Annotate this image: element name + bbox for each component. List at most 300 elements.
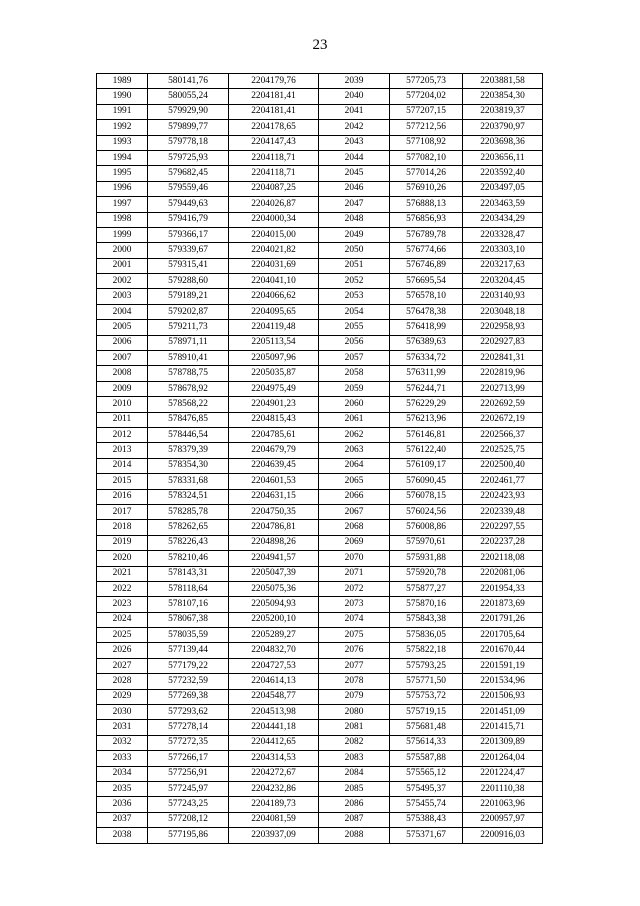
table-cell: 577245,97 [148,781,229,796]
table-row [97,304,543,319]
table-cell: 2204181,41 [229,104,319,119]
table-cell: 2037 [97,812,148,827]
table-cell: 577212,56 [390,120,463,135]
table-cell: 2041 [319,104,390,119]
table-cell: 575870,16 [390,597,463,612]
table-cell: 2042 [319,120,390,135]
table-cell: 2202339,48 [463,504,543,519]
table-cell: 577232,59 [148,674,229,689]
table-cell: 2204631,15 [229,489,319,504]
table-cell: 2001 [97,258,148,273]
table-cell: 2202692,59 [463,397,543,412]
table-row [97,551,543,566]
table-cell: 2204015,00 [229,227,319,242]
table-cell: 2005 [97,320,148,335]
table-cell: 578354,30 [148,458,229,473]
table-cell: 2032 [97,735,148,750]
table-cell: 2201309,89 [463,735,543,750]
table-cell: 2088 [319,828,390,843]
table-row [97,366,543,381]
table-cell: 577139,44 [148,643,229,658]
table-cell: 577208,12 [148,812,229,827]
table-cell: 579778,18 [148,135,229,150]
table-cell: 575753,72 [390,689,463,704]
table-cell: 2204087,25 [229,181,319,196]
table-cell: 2003 [97,289,148,304]
table-cell: 2201873,69 [463,597,543,612]
table-row [97,227,543,242]
table-cell: 2205094,93 [229,597,319,612]
table-cell: 576311,99 [390,366,463,381]
table-cell: 2203217,63 [463,258,543,273]
table-row [97,212,543,227]
table-cell: 2047 [319,197,390,212]
table-row [97,320,543,335]
table-cell: 2044 [319,150,390,165]
table-cell: 1993 [97,135,148,150]
table-row [97,351,543,366]
table-cell: 2071 [319,566,390,581]
table-cell: 2006 [97,335,148,350]
table-cell: 577243,25 [148,797,229,812]
table-cell: 576418,99 [390,320,463,335]
table-cell: 577278,14 [148,720,229,735]
table-cell: 2204021,82 [229,243,319,258]
table-row [97,566,543,581]
table-cell: 2035 [97,781,148,796]
table-cell: 2204081,59 [229,812,319,827]
table-row [97,289,543,304]
table-cell: 579288,60 [148,274,229,289]
table-cell: 2029 [97,689,148,704]
table-cell: 2201670,44 [463,643,543,658]
table-cell: 2203656,11 [463,150,543,165]
table-cell: 576146,81 [390,427,463,442]
table-cell: 577293,62 [148,705,229,720]
table-cell: 2205097,96 [229,351,319,366]
table-cell: 2202672,19 [463,412,543,427]
table-row [97,135,543,150]
table-cell: 2064 [319,458,390,473]
table-cell: 2031 [97,720,148,735]
table-cell: 2076 [319,643,390,658]
table-cell: 2204066,62 [229,289,319,304]
table-cell: 2203204,45 [463,274,543,289]
table-cell: 1996 [97,181,148,196]
table-cell: 2030 [97,705,148,720]
table-cell: 1991 [97,104,148,119]
table-cell: 2204679,79 [229,443,319,458]
table-cell: 575836,05 [390,628,463,643]
table-cell: 2000 [97,243,148,258]
table-cell: 2203140,93 [463,289,543,304]
table-cell: 2019 [97,535,148,550]
table-cell: 578067,38 [148,612,229,627]
coordinates-table-body [97,74,543,844]
table-row [97,243,543,258]
table-cell: 576229,29 [390,397,463,412]
table-cell: 576122,40 [390,443,463,458]
table-cell: 2087 [319,812,390,827]
table-cell: 2061 [319,412,390,427]
table-row [97,104,543,119]
table-cell: 2062 [319,427,390,442]
table-cell: 579366,17 [148,227,229,242]
table-cell: 2083 [319,751,390,766]
table-cell: 2052 [319,274,390,289]
table-cell: 577204,02 [390,89,463,104]
table-cell: 580141,76 [148,74,229,89]
table-cell: 2012 [97,427,148,442]
table-cell: 2065 [319,474,390,489]
table-cell: 2204272,67 [229,766,319,781]
table-cell: 2201591,19 [463,658,543,673]
table-cell: 2205200,10 [229,612,319,627]
table-cell: 2204601,53 [229,474,319,489]
table-cell: 2078 [319,674,390,689]
table-cell: 2018 [97,520,148,535]
table-cell: 578788,75 [148,366,229,381]
table-row [97,797,543,812]
table-cell: 2202958,93 [463,320,543,335]
table-cell: 2038 [97,828,148,843]
table-cell: 2015 [97,474,148,489]
table-cell: 577108,92 [390,135,463,150]
table-cell: 2203881,58 [463,74,543,89]
table-cell: 2007 [97,351,148,366]
table-cell: 2027 [97,658,148,673]
table-cell: 2203937,09 [229,828,319,843]
table-cell: 1989 [97,74,148,89]
table-cell: 2204095,65 [229,304,319,319]
table-cell: 2086 [319,797,390,812]
table-cell: 2204041,10 [229,274,319,289]
table-cell: 578910,41 [148,351,229,366]
table-cell: 578107,16 [148,597,229,612]
table-cell: 2085 [319,781,390,796]
table-cell: 2060 [319,397,390,412]
table-cell: 578971,11 [148,335,229,350]
table-cell: 576024,56 [390,504,463,519]
table-cell: 578118,64 [148,581,229,596]
table-cell: 576746,89 [390,258,463,273]
table-cell: 2056 [319,335,390,350]
table-cell: 2069 [319,535,390,550]
table-cell: 2202819,96 [463,366,543,381]
table-cell: 578678,92 [148,381,229,396]
table-cell: 2017 [97,504,148,519]
table-cell: 2200957,97 [463,812,543,827]
table-cell: 2072 [319,581,390,596]
table-row [97,828,543,843]
table-cell: 2204000,34 [229,212,319,227]
table-cell: 2203463,59 [463,197,543,212]
table-cell: 576789,78 [390,227,463,242]
table-cell: 1990 [97,89,148,104]
table-cell: 579315,41 [148,258,229,273]
table-cell: 576774,66 [390,243,463,258]
table-cell: 576078,15 [390,489,463,504]
table-cell: 2201224,47 [463,766,543,781]
table-cell: 2068 [319,520,390,535]
table-cell: 576578,10 [390,289,463,304]
table-cell: 2063 [319,443,390,458]
table-cell: 576213,96 [390,412,463,427]
table-cell: 579559,46 [148,181,229,196]
table-row [97,381,543,396]
table-cell: 2004 [97,304,148,319]
table-cell: 2080 [319,705,390,720]
table-cell: 2075 [319,628,390,643]
table-cell: 2204941,57 [229,551,319,566]
table-cell: 578331,68 [148,474,229,489]
table-cell: 2074 [319,612,390,627]
table-cell: 576856,93 [390,212,463,227]
table-cell: 2203790,97 [463,120,543,135]
table-row [97,781,543,796]
table-row [97,166,543,181]
table-row [97,150,543,165]
table-cell: 2049 [319,227,390,242]
table-cell: 577256,91 [148,766,229,781]
table-cell: 577014,26 [390,166,463,181]
table-cell: 575843,38 [390,612,463,627]
table-cell: 575931,88 [390,551,463,566]
table-cell: 2054 [319,304,390,319]
table-cell: 2053 [319,289,390,304]
table-cell: 2022 [97,581,148,596]
table-row [97,427,543,442]
table-row [97,766,543,781]
table-cell: 579202,87 [148,304,229,319]
table-cell: 2204179,76 [229,74,319,89]
table-cell: 2070 [319,551,390,566]
table-cell: 2202297,55 [463,520,543,535]
table-cell: 577082,10 [390,150,463,165]
table-cell: 2203434,29 [463,212,543,227]
table-cell: 579725,93 [148,150,229,165]
table-row [97,812,543,827]
table-cell: 2082 [319,735,390,750]
table-cell: 2204898,26 [229,535,319,550]
table-cell: 2204639,45 [229,458,319,473]
table-row [97,735,543,750]
table-cell: 2204314,53 [229,751,319,766]
table-cell: 575587,88 [390,751,463,766]
table-cell: 578476,85 [148,412,229,427]
table-cell: 2204975,49 [229,381,319,396]
table-cell: 576008,86 [390,520,463,535]
table-cell: 2204232,86 [229,781,319,796]
table-cell: 577205,73 [390,74,463,89]
table-cell: 1999 [97,227,148,242]
table-cell: 2043 [319,135,390,150]
table-row [97,181,543,196]
table-cell: 2025 [97,628,148,643]
table-row [97,89,543,104]
table-cell: 1992 [97,120,148,135]
table-cell: 575719,15 [390,705,463,720]
table-cell: 2009 [97,381,148,396]
table-cell: 2203328,47 [463,227,543,242]
table-row [97,274,543,289]
table-cell: 2203854,30 [463,89,543,104]
table-row [97,120,543,135]
table-cell: 575681,48 [390,720,463,735]
table-cell: 2202423,93 [463,489,543,504]
table-cell: 2202566,37 [463,427,543,442]
table-cell: 2202118,08 [463,551,543,566]
table-cell: 2033 [97,751,148,766]
page-number: 23 [312,37,328,53]
table-cell: 2202841,31 [463,351,543,366]
table-cell: 2014 [97,458,148,473]
table-cell: 2201534,96 [463,674,543,689]
table-cell: 2204178,65 [229,120,319,135]
table-cell: 2201415,71 [463,720,543,735]
table-row [97,412,543,427]
table-cell: 575371,67 [390,828,463,843]
table-cell: 2201506,93 [463,689,543,704]
table-cell: 575822,18 [390,643,463,658]
table-cell: 2202525,75 [463,443,543,458]
table-cell: 575388,43 [390,812,463,827]
table-cell: 2051 [319,258,390,273]
table-cell: 2204513,98 [229,705,319,720]
table-cell: 580055,24 [148,89,229,104]
table-cell: 2203698,36 [463,135,543,150]
table-cell: 575565,12 [390,766,463,781]
table-row [97,689,543,704]
table-cell: 2202927,83 [463,335,543,350]
table-cell: 2201110,38 [463,781,543,796]
table-cell: 576389,63 [390,335,463,350]
table-cell: 2013 [97,443,148,458]
table-cell: 2059 [319,381,390,396]
table-cell: 2204147,43 [229,135,319,150]
table-cell: 2204614,13 [229,674,319,689]
table-cell: 2201451,09 [463,705,543,720]
table-cell: 2205113,54 [229,335,319,350]
table-cell: 2204727,53 [229,658,319,673]
coordinates-table [96,73,543,844]
table-cell: 2201791,26 [463,612,543,627]
table-row [97,520,543,535]
table-cell: 2204750,35 [229,504,319,519]
table-cell: 2058 [319,366,390,381]
table-cell: 2023 [97,597,148,612]
table-cell: 578446,54 [148,427,229,442]
table-cell: 579211,73 [148,320,229,335]
table-row [97,643,543,658]
table-cell: 2002 [97,274,148,289]
table-cell: 577195,86 [148,828,229,843]
table-cell: 2205035,87 [229,366,319,381]
table-cell: 576478,38 [390,304,463,319]
table-cell: 578035,59 [148,628,229,643]
table-cell: 2073 [319,597,390,612]
table-cell: 579682,45 [148,166,229,181]
table-cell: 579339,67 [148,243,229,258]
table-cell: 2204118,71 [229,150,319,165]
table-cell: 577272,35 [148,735,229,750]
table-cell: 2021 [97,566,148,581]
table-cell: 2203048,18 [463,304,543,319]
table-cell: 1994 [97,150,148,165]
table-cell: 2204118,71 [229,166,319,181]
table-cell: 2036 [97,797,148,812]
table-cell: 1997 [97,197,148,212]
table-row [97,504,543,519]
table-cell: 2026 [97,643,148,658]
table-cell: 578143,31 [148,566,229,581]
table-row [97,458,543,473]
table-cell: 576244,71 [390,381,463,396]
table-cell: 2201063,96 [463,797,543,812]
table-cell: 2057 [319,351,390,366]
table-cell: 575793,25 [390,658,463,673]
table-cell: 2202237,28 [463,535,543,550]
table-cell: 575495,37 [390,781,463,796]
table-cell: 2205047,39 [229,566,319,581]
table-cell: 576090,45 [390,474,463,489]
table-cell: 575920,78 [390,566,463,581]
table-cell: 575771,50 [390,674,463,689]
table-cell: 2079 [319,689,390,704]
table-cell: 2203497,05 [463,181,543,196]
table-cell: 2011 [97,412,148,427]
table-row [97,720,543,735]
table-cell: 2204031,69 [229,258,319,273]
table-cell: 2077 [319,658,390,673]
table-row [97,535,543,550]
table-cell: 2084 [319,766,390,781]
table-cell: 578285,78 [148,504,229,519]
table-cell: 576888,13 [390,197,463,212]
table-cell: 577179,22 [148,658,229,673]
table-row [97,335,543,350]
table-cell: 2204786,81 [229,520,319,535]
table-cell: 2081 [319,720,390,735]
table-cell: 579929,90 [148,104,229,119]
table-cell: 2205075,36 [229,581,319,596]
table-cell: 2039 [319,74,390,89]
table-cell: 1998 [97,212,148,227]
table-cell: 578226,43 [148,535,229,550]
table-cell: 2204548,77 [229,689,319,704]
table-cell: 2067 [319,504,390,519]
table-cell: 2050 [319,243,390,258]
table-cell: 2202713,99 [463,381,543,396]
table-cell: 2204189,73 [229,797,319,812]
table-row [97,197,543,212]
table-cell: 579189,21 [148,289,229,304]
table-cell: 2028 [97,674,148,689]
table-cell: 2202461,77 [463,474,543,489]
table-cell: 579449,63 [148,197,229,212]
table-cell: 2203592,40 [463,166,543,181]
table-cell: 576109,17 [390,458,463,473]
table-cell: 2203303,10 [463,243,543,258]
table-cell: 577266,17 [148,751,229,766]
table-cell: 2204785,61 [229,427,319,442]
table-cell: 2204832,70 [229,643,319,658]
table-cell: 2048 [319,212,390,227]
table-cell: 2024 [97,612,148,627]
table-cell: 2202500,40 [463,458,543,473]
table-cell: 575877,27 [390,581,463,596]
table-cell: 578568,22 [148,397,229,412]
